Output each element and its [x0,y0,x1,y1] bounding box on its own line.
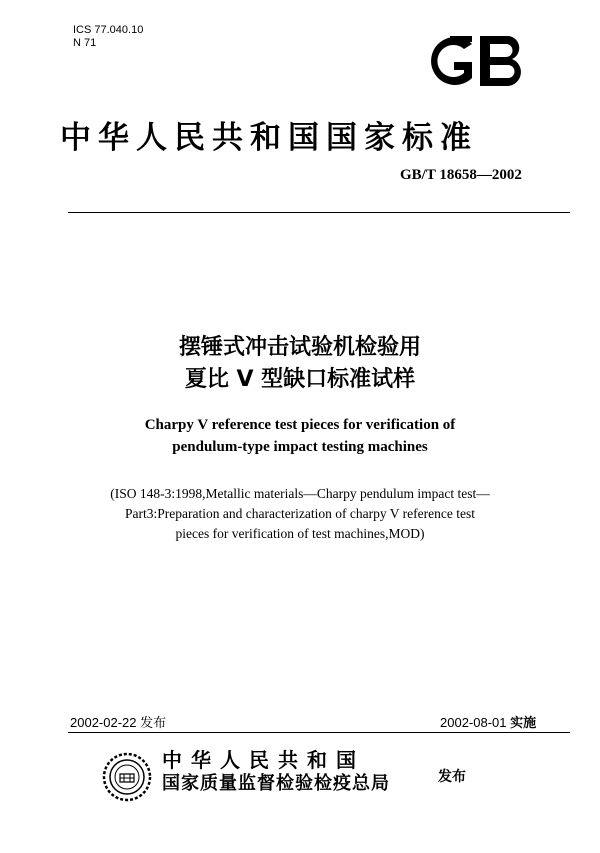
implementation-date-value: 2002-08-01 [440,715,507,730]
iso-reference-line-2: Part3:Preparation and characterization of charpy V reference test [125,506,475,521]
issue-label: 发布 [438,769,466,785]
issuer-seal-icon [102,752,152,802]
english-title-line-2: pendulum-type impact testing machines [172,439,428,455]
gb-logo-icon [424,30,528,92]
iso-reference-line-3: pieces for verification of test machines,MOD) [175,526,425,541]
english-title-line-1: Charpy V reference test pieces for verification of [144,417,456,433]
issue-date: 2002-02-22 发布 [70,715,167,730]
issuer-line-1: 中华人民共和国 [162,748,365,772]
ccs-code: N 71 [73,37,97,49]
bottom-divider [68,732,570,733]
classification-codes [73,24,143,50]
standard-number: GB/T 18658—2002 [400,167,522,183]
chinese-title-line-2: 夏比 V 型缺口标准试样 [184,367,416,392]
implementation-date [440,712,536,731]
chinese-title-line-1: 摆锤式冲击试验机检验用 [178,335,421,360]
issuing-authority [162,748,390,796]
national-standard-title: 中华人民共和国国家标准 [60,120,478,156]
ics-code: ICS 77.040.10 [73,24,144,36]
iso-reference-line-1: (ISO 148-3:1998,Metallic materials—Charpy pendulum impact test— [110,486,490,501]
top-divider [68,212,570,213]
implementation-label: 实施 [510,716,537,731]
issuer-line-2: 国家质量监督检验检疫总局 [162,773,390,794]
